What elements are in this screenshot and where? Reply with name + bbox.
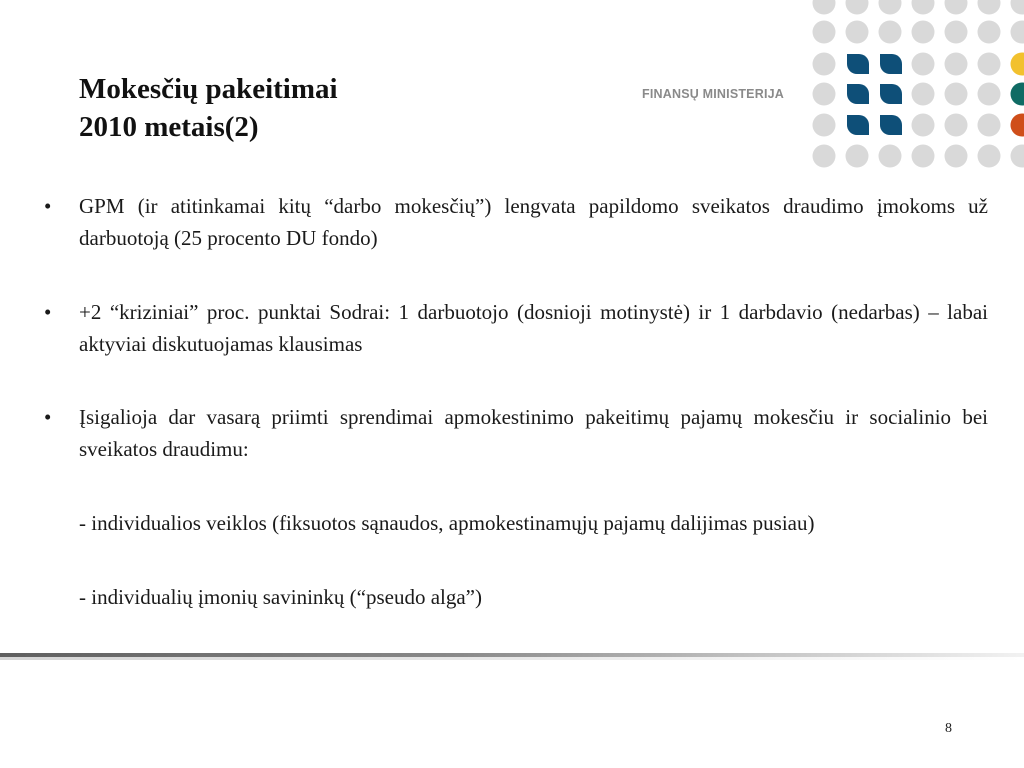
logo-dot (879, 0, 902, 15)
bullet-text: Įsigalioja dar vasarą priimti sprendimai apmokestinimo pakeitimų pajamų mokesčiu ir socialinio bei sveikatos draudimu: (79, 405, 988, 461)
brand-name: FINANSŲ MINISTERIJA (642, 87, 785, 101)
slide-body (44, 190, 988, 613)
logo-dot (945, 53, 968, 76)
logo-dot (978, 53, 1001, 76)
logo-dot (846, 21, 869, 44)
logo-dot (945, 83, 968, 106)
logo-dot (1011, 0, 1024, 15)
page-number: 8 (945, 721, 952, 736)
logo-dot (978, 145, 1001, 168)
bullet-item (44, 296, 988, 360)
bullet-text: +2 “kriziniai” proc. punktai Sodrai: 1 darbuotojo (dosnioji motinystė) ir 1 darbdavio (nedarbas) – labai aktyviai diskutuojamas klausimas (79, 300, 988, 356)
logo-dot (978, 83, 1001, 106)
bullet-item (44, 190, 988, 254)
logo-dot (813, 21, 836, 44)
logo-blue-leaf (847, 84, 869, 104)
logo-dot (912, 0, 935, 15)
logo-dot (1011, 145, 1024, 168)
logo-blue-leaf (880, 54, 902, 74)
slide-title-line1: Mokesčių pakeitimai (79, 73, 338, 105)
bullet-marker: • (44, 194, 52, 218)
logo-dot (912, 21, 935, 44)
slide-title-line2: 2010 metais(2) (79, 111, 259, 143)
footer-divider-shadow (0, 657, 1024, 660)
logo-dot (912, 83, 935, 106)
bullet-marker: • (44, 300, 52, 324)
bullet-marker: • (44, 405, 52, 429)
logo-teal-dot (1011, 83, 1024, 106)
logo-dot (879, 21, 902, 44)
logo-blue-leaf (847, 115, 869, 135)
logo-dot (945, 114, 968, 137)
logo-blue-leaf (847, 54, 869, 74)
bullet-item (44, 401, 988, 465)
logo-dot (978, 114, 1001, 137)
logo-dot (912, 53, 935, 76)
logo-dot (813, 83, 836, 106)
logo-dot (912, 114, 935, 137)
logo-dot (945, 145, 968, 168)
logo-dot (813, 145, 836, 168)
logo-dot (945, 0, 968, 15)
slide-title (79, 70, 559, 146)
logo-dot (978, 0, 1001, 15)
logo-blue-leaf (880, 84, 902, 104)
sub-item: - individualios veiklos (fiksuotos sąnaudos, apmokestinamųjų pajamų dalijimas pusiau) (79, 511, 815, 535)
logo-dot (846, 145, 869, 168)
sub-item: - individualių įmonių savininkų (“pseudo alga”) (79, 585, 482, 609)
logo-dot (1011, 21, 1024, 44)
logo-dot (813, 53, 836, 76)
logo-dot (912, 145, 935, 168)
logo-dot (813, 114, 836, 137)
logo-dot (978, 21, 1001, 44)
logo-orange-dot (1011, 114, 1024, 137)
logo-dot (945, 21, 968, 44)
logo-dot (846, 0, 869, 15)
ministry-dots-logo (811, 0, 1024, 170)
logo-dot (879, 145, 902, 168)
logo-blue-leaf (880, 115, 902, 135)
bullet-text: GPM (ir atitinkamai kitų “darbo mokesčių”) lengvata papildomo sveikatos draudimo įmokoms už darbuotoją (25 procento DU fondo) (79, 194, 988, 250)
logo-dot (813, 0, 836, 15)
logo-yellow-dot (1011, 53, 1024, 76)
